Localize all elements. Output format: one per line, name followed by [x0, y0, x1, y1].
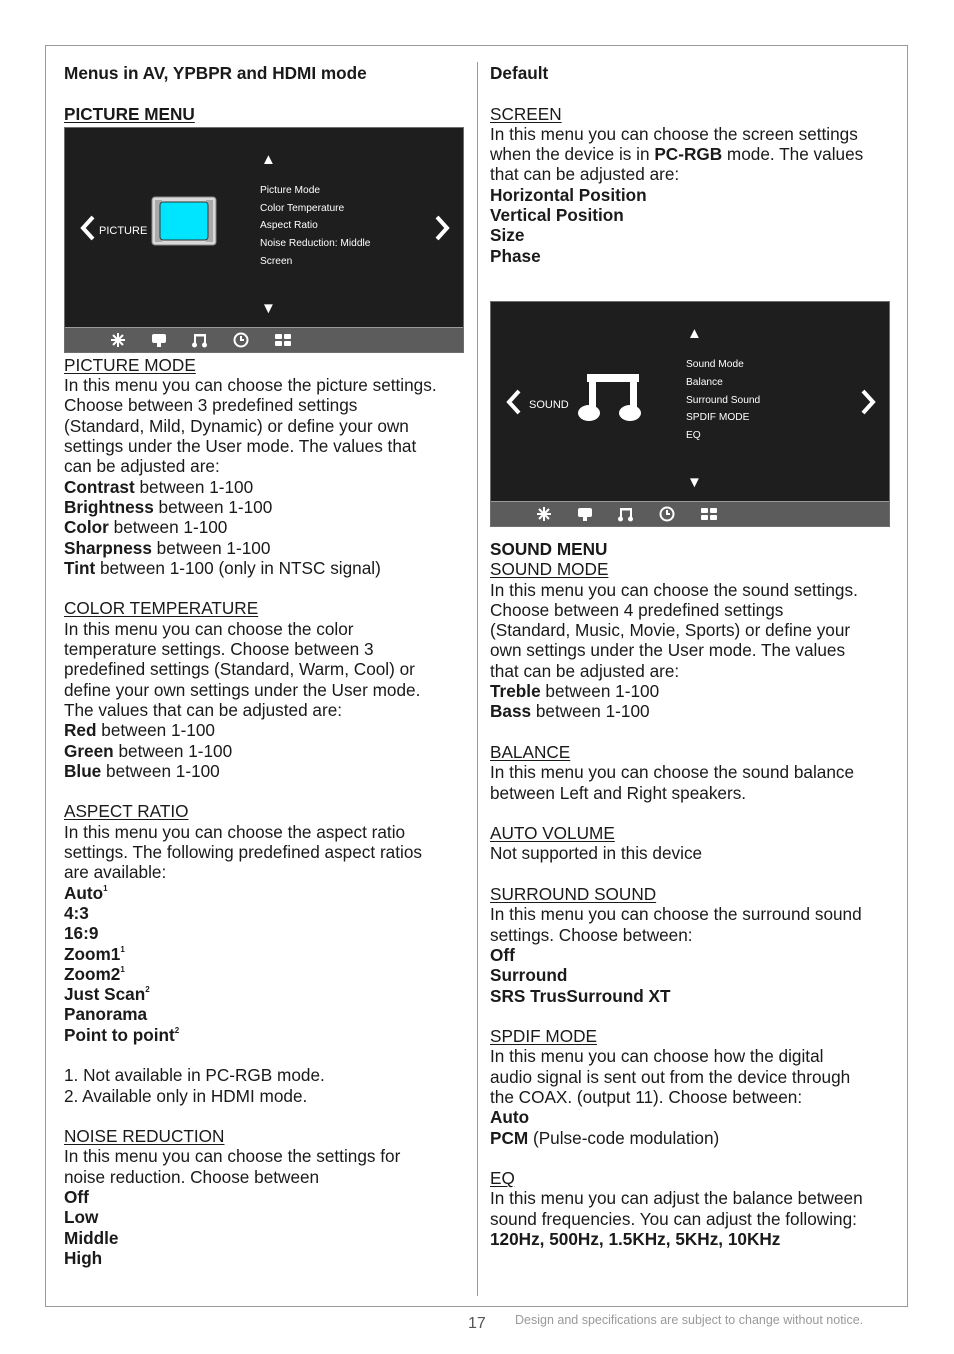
text-line: In this menu you can choose the sound balance	[490, 762, 855, 783]
surround-sound-heading: SURROUND SOUND	[490, 884, 657, 905]
screen-option: Size	[490, 225, 525, 246]
up-arrow-icon: ▲	[687, 324, 702, 342]
text-line: define your own settings under the User mode.	[64, 679, 421, 700]
aspect-option: Point to point$^2$	[64, 1024, 180, 1045]
surround-option: Off	[490, 944, 515, 965]
noise-option: Middle	[64, 1227, 119, 1248]
value-line: Sharpness between 1-100	[64, 537, 271, 558]
picture-menu-screen	[64, 127, 464, 353]
eq-frequencies: 120Hz, 500Hz, 1.5KHz, 5KHz, 10KHz	[490, 1229, 781, 1250]
menu-item[interactable]: Screen	[260, 256, 293, 268]
screen-heading: SCREEN	[490, 103, 562, 124]
value-line: Contrast between 1-100	[64, 476, 254, 497]
aspect-option: 16:9	[64, 923, 99, 944]
tv-icon	[151, 196, 217, 246]
text-line: In this menu you can choose the color	[64, 618, 354, 639]
value-line: Green between 1-100	[64, 740, 233, 761]
auto-volume-heading: AUTO VOLUME	[490, 823, 615, 844]
menu-item[interactable]: SPDIF MODE	[686, 412, 750, 424]
text-line: that can be adjusted are:	[490, 164, 680, 185]
menu-item[interactable]: Noise Reduction: Middle	[260, 238, 371, 250]
picture-label: PICTURE	[99, 224, 148, 237]
menu-item[interactable]: Surround Sound	[686, 394, 761, 406]
menu-item[interactable]: Picture Mode	[260, 184, 321, 196]
monitor-icon	[150, 331, 168, 349]
section-title: Menus in AV, YPBPR and HDMI mode	[64, 63, 367, 83]
picture-menu-items	[260, 182, 370, 271]
aspect-option: Panorama	[64, 1004, 148, 1025]
value-line: Blue between 1-100	[64, 760, 220, 781]
noise-option: High	[64, 1247, 103, 1268]
snowflake-icon	[535, 505, 553, 523]
balance-heading: BALANCE	[490, 741, 571, 762]
aspect-option: 4:3	[64, 902, 89, 923]
picture-menu-heading: PICTURE MENU	[64, 103, 195, 124]
text-line: settings under the User mode. The values that	[64, 436, 417, 457]
screen-option: Vertical Position	[490, 205, 624, 226]
menu-item[interactable]: Aspect Ratio	[260, 220, 318, 232]
text-line: In this menu you can choose the surround sound	[490, 904, 862, 925]
snowflake-icon	[109, 331, 127, 349]
surround-option: Surround	[490, 965, 568, 986]
chevron-right-icon	[859, 388, 877, 416]
sound-mode-heading: SOUND MODE	[490, 559, 609, 580]
text-line: temperature settings. Choose between 3	[64, 639, 374, 660]
text-line: In this menu you can choose the settings for	[64, 1146, 401, 1167]
text-line: between Left and Right speakers.	[490, 782, 747, 803]
menu-item[interactable]: Color Temperature	[260, 202, 345, 214]
footnote: 2. Available only in HDMI mode.	[64, 1085, 308, 1106]
text-line: Not supported in this device	[490, 843, 703, 864]
text-line: (Standard, Mild, Dynamic) or define your own	[64, 415, 409, 436]
menu-icon-bar	[65, 327, 463, 352]
text-line: when the device is in PC-RGB mode. The values	[490, 144, 864, 165]
color-temperature-heading: COLOR TEMPERATURE	[64, 598, 259, 619]
text-line: In this menu you can adjust the balance between	[490, 1188, 863, 1209]
clock-icon	[658, 505, 676, 523]
text-line: In this menu you can choose the picture settings.	[64, 375, 437, 396]
column-divider	[477, 62, 478, 1296]
music-note-icon	[617, 505, 635, 523]
sound-menu-items	[686, 356, 760, 445]
spdif-option: Auto	[490, 1107, 530, 1128]
spdif-mode-heading: SPDIF MODE	[490, 1026, 597, 1047]
right-column	[490, 63, 895, 1249]
menu-item[interactable]: Sound Mode	[686, 358, 744, 370]
down-arrow-icon: ▼	[261, 299, 276, 317]
spdif-option: PCM (Pulse-code modulation)	[490, 1127, 720, 1148]
value-line: Treble between 1-100	[490, 681, 660, 702]
text-line: noise reduction. Choose between	[64, 1166, 320, 1187]
up-arrow-icon: ▲	[261, 150, 276, 168]
screen-option: Phase	[490, 245, 541, 266]
noise-reduction-heading: NOISE REDUCTION	[64, 1126, 225, 1147]
music-note-icon	[577, 368, 645, 424]
menu-icon-bar	[491, 501, 889, 526]
aspect-option: Auto$^1$	[64, 882, 108, 903]
surround-option: SRS TrusSurround XT	[490, 985, 671, 1006]
text-line: In this menu you can choose the aspect ratio	[64, 821, 406, 842]
text-line: predefined settings (Standard, Warm, Cool) or	[64, 659, 415, 680]
value-line: Color between 1-100	[64, 517, 228, 538]
text-line: that can be adjusted are:	[490, 660, 680, 681]
noise-option: Low	[64, 1207, 99, 1228]
text-line: audio signal is sent out from the device through	[490, 1066, 851, 1087]
clock-icon	[232, 331, 250, 349]
text-line: the COAX. (output 11). Choose between:	[490, 1086, 803, 1107]
default-title: Default	[490, 63, 549, 83]
text-line: The values that can be adjusted are:	[64, 699, 343, 720]
text-line: sound frequencies. You can adjust the following:	[490, 1208, 857, 1229]
chevron-left-icon	[505, 388, 523, 416]
screen-option: Horizontal Position	[490, 184, 647, 205]
aspect-option: $Zoom2^1$	[64, 963, 125, 984]
aspect-ratio-heading: ASPECT RATIO	[64, 801, 189, 822]
value-line: Brightness between 1-100	[64, 496, 273, 517]
text-line: settings. The following predefined aspect ratios	[64, 842, 422, 863]
sound-menu-title: SOUND MENU	[490, 538, 608, 559]
music-note-icon	[191, 331, 209, 349]
down-arrow-icon: ▼	[687, 473, 702, 491]
noise-option: Off	[64, 1187, 89, 1208]
text-line: In this menu you can choose the sound settings.	[490, 579, 858, 600]
text-line: settings. Choose between:	[490, 924, 693, 945]
text-line: In this menu you can choose how the digital	[490, 1046, 824, 1067]
text-line: In this menu you can choose the screen settings	[490, 123, 858, 144]
chevron-right-icon	[433, 214, 451, 242]
picture-mode-heading: PICTURE MODE	[64, 354, 196, 375]
aspect-option: Just Scan$^2$	[64, 984, 150, 1005]
value-line: Tint between 1-100 (only in NTSC signal)	[64, 557, 381, 578]
grid-icon	[274, 331, 292, 349]
aspect-option: $Zoom1^1$	[64, 943, 125, 964]
text-line: (Standard, Music, Movie, Sports) or define your	[490, 620, 851, 641]
eq-heading: EQ	[490, 1168, 515, 1189]
chevron-left-icon	[79, 214, 97, 242]
footnote: 1. Not available in PC-RGB mode.	[64, 1065, 325, 1086]
menu-item[interactable]: Balance	[686, 376, 723, 388]
menu-item[interactable]: EQ	[686, 430, 701, 442]
page-number: 17	[468, 1315, 486, 1332]
monitor-icon	[576, 505, 594, 523]
value-line: Red between 1-100	[64, 720, 215, 741]
text-line: are available:	[64, 862, 167, 883]
text-line: Choose between 3 predefined settings	[64, 395, 358, 416]
text-line: own settings under the User mode. The values	[490, 640, 846, 661]
text-line: Choose between 4 predefined settings	[490, 599, 784, 620]
value-line: Bass between 1-100	[490, 701, 650, 722]
text-line: can be adjusted are:	[64, 456, 220, 477]
sound-label: SOUND	[529, 398, 569, 411]
sound-menu-screen	[490, 301, 890, 527]
left-column	[64, 63, 464, 1268]
footer-note: Design and specifications are subject to change without notice.	[515, 1313, 864, 1327]
grid-icon	[700, 505, 718, 523]
